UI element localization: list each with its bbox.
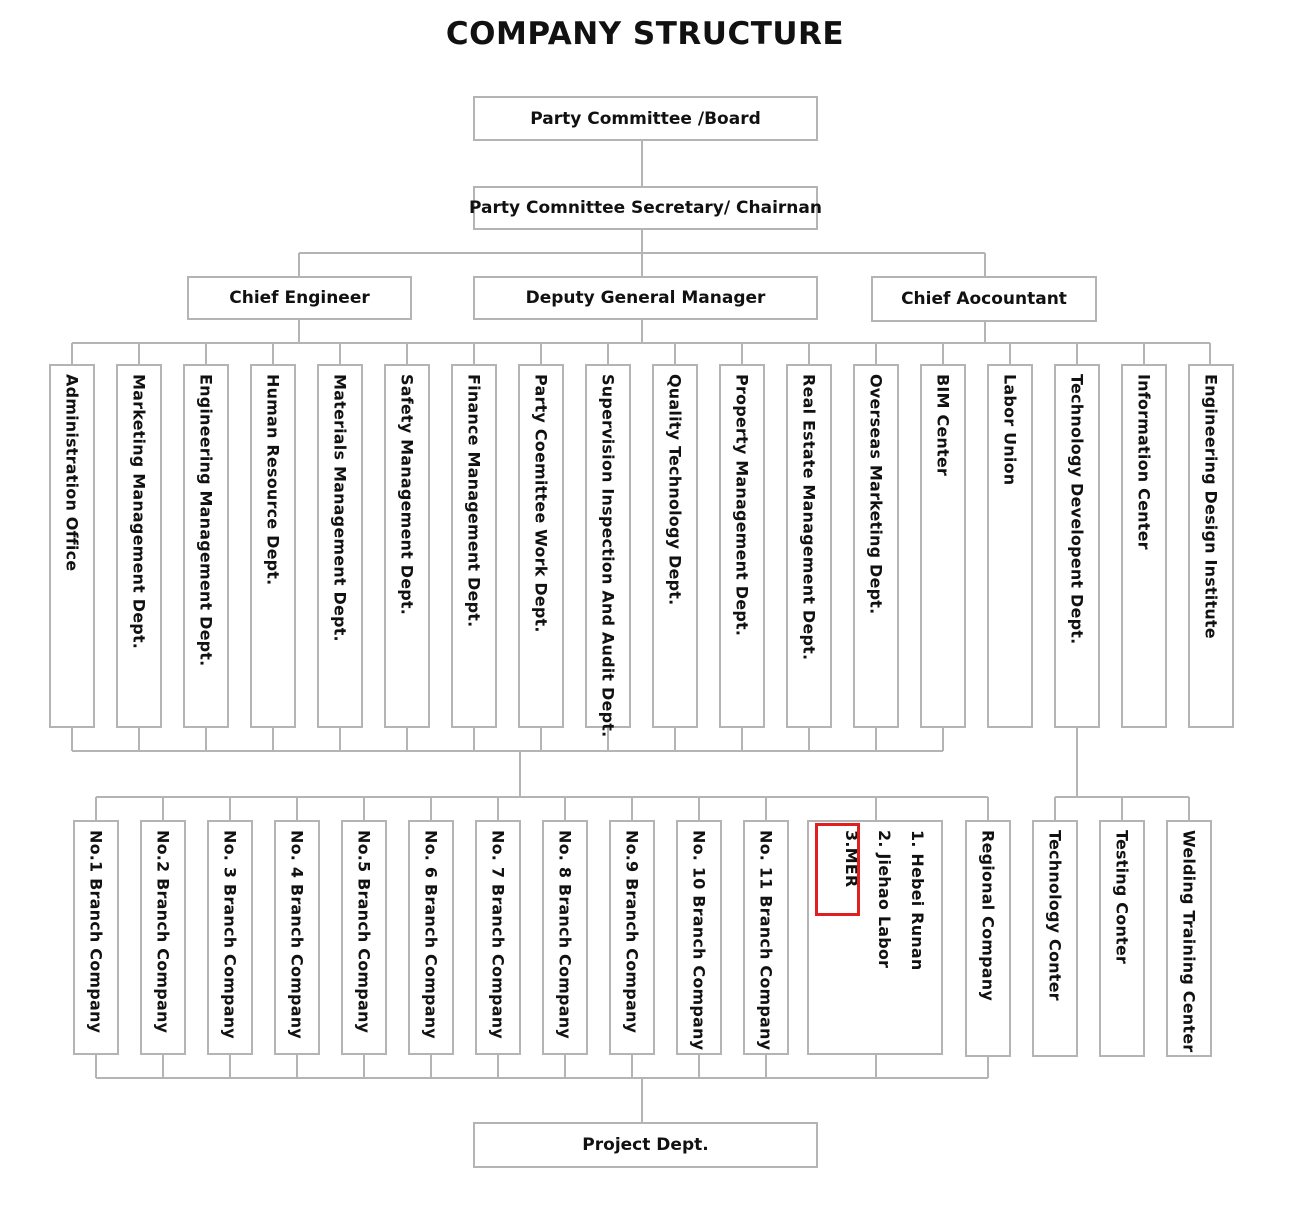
dept-box (987, 364, 1033, 728)
deputy-gm-box (473, 276, 818, 320)
tech-center-box (1032, 820, 1078, 1057)
branch-label: No.1 Branch Company (86, 830, 106, 1034)
dept-box (853, 364, 899, 728)
tech-center-label: Technology Conter (1045, 830, 1065, 1001)
dept-box (116, 364, 162, 728)
dept-label: Supervision Inspection And Audit Dept. (598, 374, 618, 738)
dept-label: Materials Management Dept. (330, 374, 350, 642)
branch-box (207, 820, 253, 1055)
branch-box (140, 820, 186, 1055)
branch-box (73, 820, 119, 1055)
branch-label: No. 7 Branch Company (488, 830, 508, 1039)
chief-accountant-box (871, 276, 1097, 322)
dept-label: Labor Union (1000, 374, 1020, 486)
branch-label: No.9 Branch Company (622, 830, 642, 1034)
branch-label: No. 6 Branch Company (421, 830, 441, 1039)
dept-box (317, 364, 363, 728)
labor-group-item: 2. Jiehao Labor (875, 830, 894, 969)
dept-label: Technology Developent Dept. (1067, 374, 1087, 645)
board-label: Party Committee /Board (530, 108, 761, 129)
dept-box (49, 364, 95, 728)
labor-group-item: 1. Hebei Runan (908, 830, 927, 971)
branch-label: No.2 Branch Company (153, 830, 173, 1034)
regional-company-label: Regional Company (978, 830, 998, 1002)
dept-label: Human Resource Dept. (263, 374, 283, 586)
board-box (473, 96, 818, 141)
project-dept-box (473, 1122, 818, 1168)
dept-box (384, 364, 430, 728)
branch-label: No. 4 Branch Company (287, 830, 307, 1039)
dept-label: Party Coemittee Work Dept. (531, 374, 551, 633)
tech-center-box (1099, 820, 1145, 1057)
deputy-gm-label: Deputy General Manager (525, 288, 766, 308)
chief-engineer-label: Chief Engineer (229, 288, 370, 308)
branch-box (609, 820, 655, 1055)
dept-label: Safety Management Dept. (397, 374, 417, 616)
secretary-box (469, 186, 822, 230)
branch-label: No. 3 Branch Company (220, 830, 240, 1039)
branch-box (676, 820, 722, 1055)
dept-box (920, 364, 966, 728)
tech-center-label: Testing Conter (1112, 830, 1132, 965)
branch-box (542, 820, 588, 1055)
dept-box (652, 364, 698, 728)
dept-label: BIM Center (933, 374, 953, 477)
highlight-box (815, 823, 860, 916)
dept-label: Engineering Management Dept. (196, 374, 216, 667)
dept-box (1054, 364, 1100, 728)
dept-label: Quality Technology Dept. (665, 374, 685, 606)
dept-label: Engineering Design Institute (1201, 374, 1221, 639)
branch-box (475, 820, 521, 1055)
tech-center-box (1166, 820, 1212, 1057)
labor-group-item: 3.MER (842, 830, 861, 888)
dept-box (585, 364, 631, 738)
secretary-label: Party Comnittee Secretary/ Chairnan (469, 198, 822, 218)
branch-label: No. 10 Branch Company (689, 830, 709, 1051)
dept-label: Finance Management Dept. (464, 374, 484, 628)
dept-box (786, 364, 832, 728)
tech-center-label: Welding Training Center (1179, 830, 1199, 1053)
dept-label: Administration Office (62, 374, 82, 572)
dept-label: Real Estate Management Dept. (799, 374, 819, 661)
dept-box (183, 364, 229, 728)
dept-box (518, 364, 564, 728)
dept-box (250, 364, 296, 728)
chief-accountant-label: Chief Aocountant (901, 289, 1067, 309)
dept-box (1121, 364, 1167, 728)
branch-box (274, 820, 320, 1055)
branch-label: No. 11 Branch Company (756, 830, 776, 1051)
dept-label: Information Center (1134, 374, 1154, 550)
project-dept-label: Project Dept. (582, 1135, 709, 1155)
dept-label: Marketing Management Dept. (129, 374, 149, 650)
dept-box (719, 364, 765, 728)
dept-label: Property Management Dept. (732, 374, 752, 637)
chief-engineer-box (187, 276, 412, 320)
regional-company-box (965, 820, 1011, 1057)
branch-box (408, 820, 454, 1055)
page-title: COMPANY STRUCTURE (445, 16, 845, 52)
branch-label: No.5 Branch Company (354, 830, 374, 1034)
branch-box (341, 820, 387, 1055)
branch-box (743, 820, 789, 1055)
branch-label: No. 8 Branch Company (555, 830, 575, 1039)
dept-box (451, 364, 497, 728)
dept-label: Overseas Marketing Dept. (866, 374, 886, 615)
dept-box (1188, 364, 1234, 728)
